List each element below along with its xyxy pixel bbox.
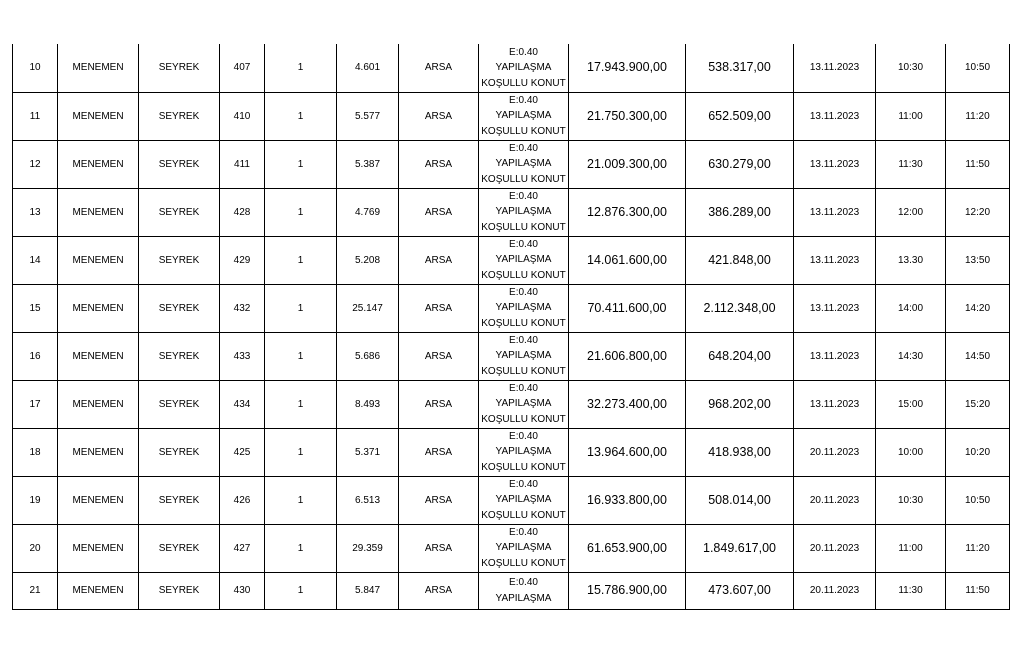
estimated-value-cell: 12.876.300,00 [569, 188, 686, 236]
area-cell: 5.208 [337, 236, 399, 284]
zoning-purpose-line: KOŞULLU KONUT [481, 221, 566, 233]
zoning-purpose-cell [479, 524, 569, 572]
table-row [13, 284, 1010, 332]
auction-table [12, 44, 1010, 610]
estimated-value-cell: 32.273.400,00 [569, 380, 686, 428]
district-cell: MENEMEN [58, 332, 139, 380]
block-cell: 427 [220, 524, 265, 572]
neighborhood-cell: SEYREK [139, 572, 220, 609]
zoning-purpose-line: YAPILAŞMA [495, 398, 552, 410]
zoning-purpose-line: E:0.40 [509, 334, 538, 346]
zoning-purpose-line: E:0.40 [509, 430, 538, 442]
zoning-purpose-cell [479, 236, 569, 284]
area-cell: 4.769 [337, 188, 399, 236]
deposit-cell: 538.317,00 [686, 44, 794, 92]
table-row [13, 380, 1010, 428]
deposit-cell: 473.607,00 [686, 572, 794, 609]
auction-date-cell: 20.11.2023 [794, 476, 876, 524]
table-row [13, 476, 1010, 524]
area-cell: 25.147 [337, 284, 399, 332]
block-cell: 425 [220, 428, 265, 476]
deposit-cell: 1.849.617,00 [686, 524, 794, 572]
auction-date-cell: 13.11.2023 [794, 284, 876, 332]
start-time-cell: 11:00 [876, 524, 946, 572]
end-time-cell: 14:50 [946, 332, 1010, 380]
row-number-cell: 12 [13, 140, 58, 188]
end-time-cell: 10:50 [946, 44, 1010, 92]
zoning-purpose-line: YAPILAŞMA [495, 206, 552, 218]
end-time-cell: 11:50 [946, 572, 1010, 609]
parcel-cell: 1 [265, 44, 337, 92]
deposit-cell: 630.279,00 [686, 140, 794, 188]
auction-date-cell: 13.11.2023 [794, 44, 876, 92]
zoning-purpose-line: E:0.40 [509, 190, 538, 202]
neighborhood-cell: SEYREK [139, 380, 220, 428]
zoning-purpose-line: KOŞULLU KONUT [481, 557, 566, 569]
end-time-cell: 10:20 [946, 428, 1010, 476]
row-number-cell: 21 [13, 572, 58, 609]
property-type-cell: ARSA [399, 524, 479, 572]
deposit-cell: 652.509,00 [686, 92, 794, 140]
property-type-cell: ARSA [399, 44, 479, 92]
area-cell: 29.359 [337, 524, 399, 572]
start-time-cell: 10:30 [876, 44, 946, 92]
start-time-cell: 11:30 [876, 572, 946, 609]
neighborhood-cell: SEYREK [139, 332, 220, 380]
district-cell: MENEMEN [58, 284, 139, 332]
auction-date-cell: 13.11.2023 [794, 92, 876, 140]
block-cell: 410 [220, 92, 265, 140]
row-number-cell: 15 [13, 284, 58, 332]
neighborhood-cell: SEYREK [139, 140, 220, 188]
district-cell: MENEMEN [58, 572, 139, 609]
table-row [13, 140, 1010, 188]
estimated-value-cell: 21.009.300,00 [569, 140, 686, 188]
estimated-value-cell: 61.653.900,00 [569, 524, 686, 572]
zoning-purpose-cell [479, 92, 569, 140]
zoning-purpose-line: E:0.40 [509, 238, 538, 250]
area-cell: 5.847 [337, 572, 399, 609]
zoning-purpose-line: KOŞULLU KONUT [481, 125, 566, 137]
deposit-cell: 508.014,00 [686, 476, 794, 524]
zoning-purpose-line: YAPILAŞMA [495, 254, 552, 266]
district-cell: MENEMEN [58, 140, 139, 188]
end-time-cell: 10:50 [946, 476, 1010, 524]
auction-date-cell: 20.11.2023 [794, 524, 876, 572]
start-time-cell: 10:00 [876, 428, 946, 476]
area-cell: 4.601 [337, 44, 399, 92]
zoning-purpose-line: E:0.40 [509, 577, 538, 588]
district-cell: MENEMEN [58, 236, 139, 284]
start-time-cell: 11:00 [876, 92, 946, 140]
deposit-cell: 968.202,00 [686, 380, 794, 428]
parcel-cell: 1 [265, 380, 337, 428]
start-time-cell: 11:30 [876, 140, 946, 188]
property-type-cell: ARSA [399, 572, 479, 609]
deposit-cell: 421.848,00 [686, 236, 794, 284]
zoning-purpose-line: KOŞULLU KONUT [481, 461, 566, 473]
area-cell: 5.686 [337, 332, 399, 380]
table-row [13, 428, 1010, 476]
table-body [13, 44, 1010, 609]
start-time-cell: 14:00 [876, 284, 946, 332]
neighborhood-cell: SEYREK [139, 236, 220, 284]
estimated-value-cell: 13.964.600,00 [569, 428, 686, 476]
neighborhood-cell: SEYREK [139, 188, 220, 236]
zoning-purpose-line: E:0.40 [509, 142, 538, 154]
end-time-cell: 12:20 [946, 188, 1010, 236]
block-cell: 429 [220, 236, 265, 284]
deposit-cell: 648.204,00 [686, 332, 794, 380]
zoning-purpose-line: KOŞULLU KONUT [481, 413, 566, 425]
block-cell: 434 [220, 380, 265, 428]
table-row [13, 92, 1010, 140]
row-number-cell: 10 [13, 44, 58, 92]
estimated-value-cell: 14.061.600,00 [569, 236, 686, 284]
auction-date-cell: 13.11.2023 [794, 332, 876, 380]
end-time-cell: 13:50 [946, 236, 1010, 284]
parcel-cell: 1 [265, 572, 337, 609]
auction-date-cell: 13.11.2023 [794, 140, 876, 188]
estimated-value-cell: 17.943.900,00 [569, 44, 686, 92]
district-cell: MENEMEN [58, 428, 139, 476]
zoning-purpose-line: E:0.40 [509, 526, 538, 538]
neighborhood-cell: SEYREK [139, 44, 220, 92]
zoning-purpose-line: KOŞULLU KONUT [481, 269, 566, 281]
district-cell: MENEMEN [58, 92, 139, 140]
block-cell: 411 [220, 140, 265, 188]
auction-date-cell: 13.11.2023 [794, 188, 876, 236]
zoning-purpose-line: YAPILAŞMA [495, 542, 552, 554]
table-row [13, 236, 1010, 284]
row-number-cell: 14 [13, 236, 58, 284]
zoning-purpose-line: YAPILAŞMA [495, 446, 552, 458]
district-cell: MENEMEN [58, 188, 139, 236]
row-number-cell: 19 [13, 476, 58, 524]
property-type-cell: ARSA [399, 236, 479, 284]
table-row [13, 332, 1010, 380]
zoning-purpose-line: YAPILAŞMA [495, 494, 552, 506]
parcel-cell: 1 [265, 140, 337, 188]
zoning-purpose-cell [479, 44, 569, 92]
block-cell: 433 [220, 332, 265, 380]
zoning-purpose-cell [479, 572, 569, 609]
zoning-purpose-line: KOŞULLU KONUT [481, 365, 566, 377]
estimated-value-cell: 16.933.800,00 [569, 476, 686, 524]
block-cell: 432 [220, 284, 265, 332]
zoning-purpose-line: E:0.40 [509, 286, 538, 298]
zoning-purpose-line: YAPILAŞMA [495, 592, 552, 604]
zoning-purpose-cell [479, 188, 569, 236]
start-time-cell: 15:00 [876, 380, 946, 428]
end-time-cell: 14:20 [946, 284, 1010, 332]
parcel-cell: 1 [265, 92, 337, 140]
end-time-cell: 11:20 [946, 524, 1010, 572]
property-type-cell: ARSA [399, 188, 479, 236]
district-cell: MENEMEN [58, 44, 139, 92]
neighborhood-cell: SEYREK [139, 476, 220, 524]
zoning-purpose-line: YAPILAŞMA [495, 110, 552, 122]
auction-date-cell: 13.11.2023 [794, 236, 876, 284]
neighborhood-cell: SEYREK [139, 92, 220, 140]
parcel-cell: 1 [265, 188, 337, 236]
zoning-purpose-line: E:0.40 [509, 478, 538, 490]
deposit-cell: 2.112.348,00 [686, 284, 794, 332]
end-time-cell: 11:50 [946, 140, 1010, 188]
row-number-cell: 11 [13, 92, 58, 140]
property-type-cell: ARSA [399, 332, 479, 380]
zoning-purpose-line: KOŞULLU KONUT [481, 317, 566, 329]
property-type-cell: ARSA [399, 476, 479, 524]
start-time-cell: 13.30 [876, 236, 946, 284]
zoning-purpose-line: YAPILAŞMA [495, 62, 552, 73]
start-time-cell: 12:00 [876, 188, 946, 236]
parcel-cell: 1 [265, 476, 337, 524]
row-number-cell: 18 [13, 428, 58, 476]
zoning-purpose-cell [479, 140, 569, 188]
zoning-purpose-line: KOŞULLU KONUT [481, 77, 566, 89]
block-cell: 430 [220, 572, 265, 609]
parcel-cell: 1 [265, 524, 337, 572]
area-cell: 6.513 [337, 476, 399, 524]
auction-date-cell: 20.11.2023 [794, 572, 876, 609]
parcel-cell: 1 [265, 332, 337, 380]
row-number-cell: 13 [13, 188, 58, 236]
start-time-cell: 10:30 [876, 476, 946, 524]
deposit-cell: 386.289,00 [686, 188, 794, 236]
zoning-purpose-line: YAPILAŞMA [495, 350, 552, 362]
property-type-cell: ARSA [399, 428, 479, 476]
zoning-purpose-line: E:0.40 [509, 382, 538, 394]
zoning-purpose-line: E:0.40 [509, 46, 538, 58]
zoning-purpose-cell [479, 476, 569, 524]
zoning-purpose-cell [479, 380, 569, 428]
neighborhood-cell: SEYREK [139, 284, 220, 332]
estimated-value-cell: 21.750.300,00 [569, 92, 686, 140]
property-type-cell: ARSA [399, 284, 479, 332]
neighborhood-cell: SEYREK [139, 428, 220, 476]
estimated-value-cell: 15.786.900,00 [569, 572, 686, 609]
block-cell: 428 [220, 188, 265, 236]
zoning-purpose-line: YAPILAŞMA [495, 302, 552, 314]
zoning-purpose-line: KOŞULLU KONUT [481, 509, 566, 521]
parcel-cell: 1 [265, 284, 337, 332]
district-cell: MENEMEN [58, 524, 139, 572]
zoning-purpose-line: E:0.40 [509, 94, 538, 106]
auction-date-cell: 13.11.2023 [794, 380, 876, 428]
district-cell: MENEMEN [58, 476, 139, 524]
block-cell: 426 [220, 476, 265, 524]
zoning-purpose-line: KOŞULLU KONUT [481, 173, 566, 185]
zoning-purpose-cell [479, 332, 569, 380]
parcel-cell: 1 [265, 428, 337, 476]
zoning-purpose-line: YAPILAŞMA [495, 158, 552, 170]
district-cell: MENEMEN [58, 380, 139, 428]
row-number-cell: 20 [13, 524, 58, 572]
estimated-value-cell: 70.411.600,00 [569, 284, 686, 332]
end-time-cell: 11:20 [946, 92, 1010, 140]
row-number-cell: 16 [13, 332, 58, 380]
area-cell: 8.493 [337, 380, 399, 428]
auction-date-cell: 20.11.2023 [794, 428, 876, 476]
property-type-cell: ARSA [399, 380, 479, 428]
zoning-purpose-cell [479, 284, 569, 332]
row-number-cell: 17 [13, 380, 58, 428]
area-cell: 5.371 [337, 428, 399, 476]
table-row [13, 572, 1010, 609]
estimated-value-cell: 21.606.800,00 [569, 332, 686, 380]
start-time-cell: 14:30 [876, 332, 946, 380]
property-type-cell: ARSA [399, 92, 479, 140]
area-cell: 5.387 [337, 140, 399, 188]
deposit-cell: 418.938,00 [686, 428, 794, 476]
table-row [13, 44, 1010, 92]
area-cell: 5.577 [337, 92, 399, 140]
zoning-purpose-cell [479, 428, 569, 476]
table-row [13, 524, 1010, 572]
table-row [13, 188, 1010, 236]
property-type-cell: ARSA [399, 140, 479, 188]
neighborhood-cell: SEYREK [139, 524, 220, 572]
end-time-cell: 15:20 [946, 380, 1010, 428]
parcel-cell: 1 [265, 236, 337, 284]
block-cell: 407 [220, 44, 265, 92]
